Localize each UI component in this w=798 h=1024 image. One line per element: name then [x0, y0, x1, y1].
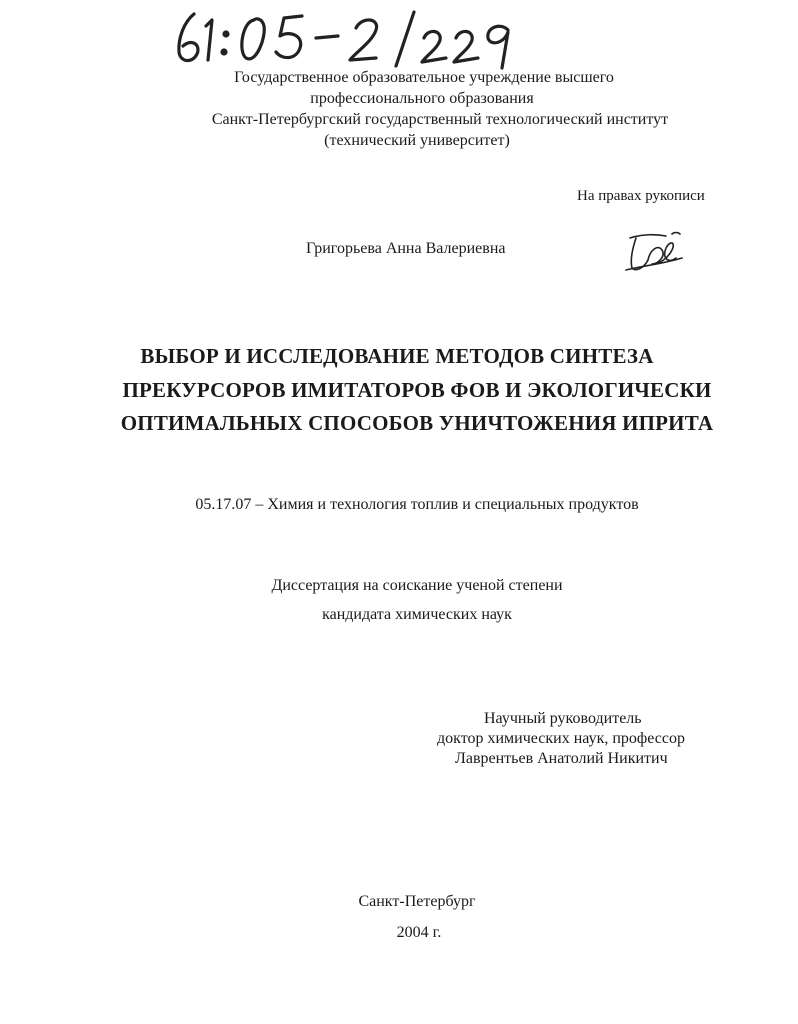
author-name: Григорьева Анна Валериевна — [306, 240, 506, 257]
title-line-2: ПРЕКУРСОРОВ ИМИТАТОРОВ ФОВ И ЭКОЛОГИЧЕСКИ — [122, 378, 712, 402]
supervisor-name: Лаврентьев Анатолий Никитич — [455, 750, 668, 767]
specialty-code: 05.17.07 – Химия и технология топлив и специальных продуктов — [195, 496, 639, 513]
institution-line-4: (технический университет) — [324, 132, 510, 149]
supervisor-role: Научный руководитель — [484, 710, 642, 727]
author-signature — [622, 228, 688, 276]
title-line-3: ОПТИМАЛЬНЫХ СПОСОБОВ УНИЧТОЖЕНИЯ ИПРИТА — [120, 411, 714, 435]
institution-line-2: профессионального образования — [310, 90, 534, 107]
title-line-1: ВЫБОР И ИССЛЕДОВАНИЕ МЕТОДОВ СИНТЕЗА — [140, 344, 654, 368]
city: Санкт-Петербург — [358, 893, 476, 910]
supervisor-degree: доктор химических наук, профессор — [437, 730, 685, 747]
institution-line-1: Государственное образовательное учреждение высшего — [234, 69, 614, 86]
dissertation-line-1: Диссертация на соискание ученой степени — [271, 577, 563, 594]
dissertation-line-2: кандидата химических наук — [322, 606, 512, 623]
year: 2004 г. — [396, 924, 442, 941]
handwritten-archive-number — [170, 8, 540, 70]
manuscript-rights-label: На правах рукописи — [577, 188, 705, 204]
institution-line-3: Санкт-Петербургский государственный технологический институт — [211, 111, 669, 128]
